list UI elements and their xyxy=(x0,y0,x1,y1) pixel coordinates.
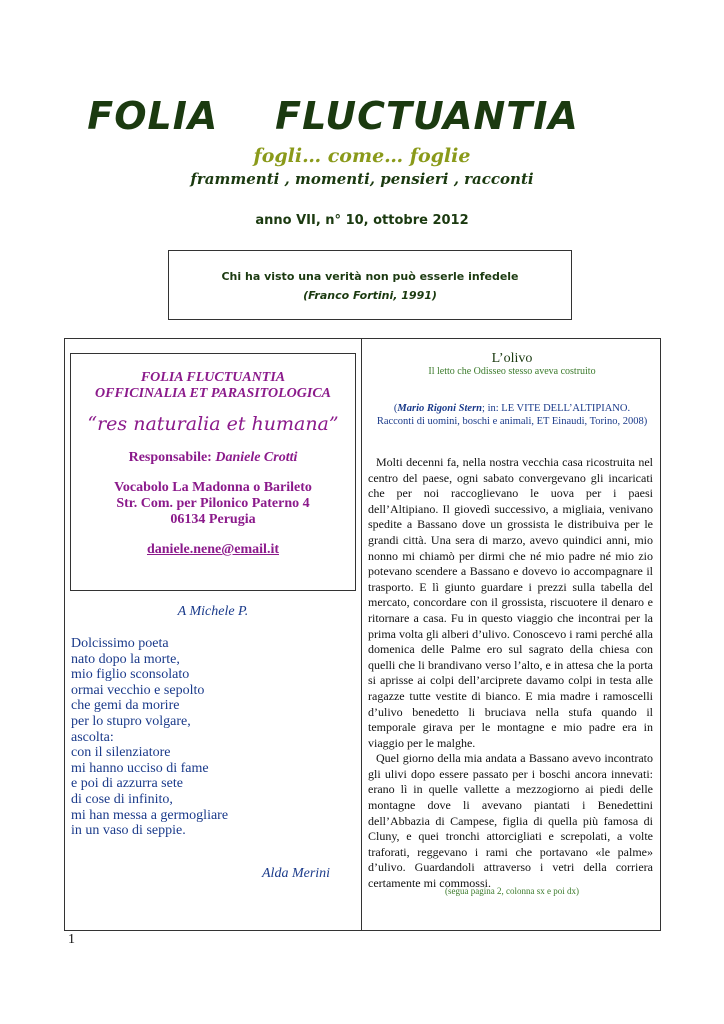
source-author: Mario Rigoni Stern xyxy=(397,403,483,414)
quote-box xyxy=(168,250,572,320)
newsletter-tagline: frammenti , momenti, pensieri , racconti xyxy=(190,170,534,188)
poem-line: mi han messa a germogliare xyxy=(71,807,229,823)
poem-dedication: A Michele P. xyxy=(177,604,249,619)
poem-line: mio figlio sconsolato xyxy=(71,667,190,683)
address-line-2: Str. Com. per Pilonico Paterno 4 xyxy=(116,496,310,511)
quote-text: Chi ha visto una verità non può esserle infedele xyxy=(221,270,519,283)
poem-line: di cose di infinito, xyxy=(71,791,173,807)
poem-line: che gemi da morire xyxy=(71,698,180,714)
article-source: (Mario Rigoni Stern; in: LE VITE DELL’ALTIPIANO. Racconti di uomini, boschi e animali, ET Einaudi, Torino, 2008) xyxy=(376,403,648,427)
responsible-label: Responsabile: xyxy=(128,450,212,465)
newsletter-title: FOLIA FLUCTUANTIA xyxy=(87,94,579,138)
article-body xyxy=(368,455,653,892)
contact-email-link[interactable]: daniele.nene@email.it xyxy=(146,542,279,557)
column-divider xyxy=(361,338,362,931)
address-line-1: Vocabolo La Madonna o Barileto xyxy=(114,480,312,495)
poem-line: con il silenziatore xyxy=(71,745,171,761)
masthead-title: FOLIA FLUCTUANTIA xyxy=(140,370,286,385)
masthead-motto: “res naturalia et humana” xyxy=(87,413,339,435)
poem-author: Alda Merini xyxy=(262,866,331,881)
article-title: L’olivo xyxy=(491,351,533,366)
quote-author: (Franco Fortini, 1991) xyxy=(303,289,437,302)
newsletter-subtitle: fogli… come… foglie xyxy=(253,145,471,167)
poem-line: nato dopo la morte, xyxy=(71,651,180,667)
poem-line: e poi di azzurra sete xyxy=(71,776,183,792)
poem-line: ormai vecchio e sepolto xyxy=(71,682,205,698)
page-number: 1 xyxy=(68,932,75,947)
article-paragraph: Quel giorno della mia andata a Bassano avevo incontrato gli ulivi dopo essere passato per i boschi ancora innevati: erano lì in quelle vallette a mezzogiorno ai piedi delle montagne dove li avevano piantati i Benedettini dell’Abbazia di Campese, figlia di quella più famosa di Cluny, e quei tronchi attorcigliati e screpolati, a volte traforati, reggevano i rami che portavano «le palme» d’ulivo. Guardandoli attraverso i vetri della corriera certamente mi commossi. xyxy=(368,751,653,891)
issue-line: anno VII, n° 10, ottobre 2012 xyxy=(255,213,469,228)
masthead-subtitle: OFFICINALIA ET PARASITOLOGICA xyxy=(95,386,331,401)
article-continuation: (segua pagina 2, colonna sx e poi dx) xyxy=(445,886,579,896)
poem-line: mi hanno ucciso di fame xyxy=(71,760,209,776)
poem-line: in un vaso di seppie. xyxy=(71,823,186,839)
masthead-responsible xyxy=(70,450,356,466)
responsible-name: Daniele Crotti xyxy=(215,450,298,465)
poem-line: per lo stupro volgare, xyxy=(71,713,191,729)
address-line-3: 06134 Perugia xyxy=(170,512,256,527)
article-subtitle: Il letto che Odisseo stesso aveva costruito xyxy=(428,366,596,377)
poem-line: Dolcissimo poeta xyxy=(71,636,169,651)
source-line-2: Racconti di uomini, boschi e animali, ET Einaudi, Torino, 2008) xyxy=(376,416,648,427)
article-paragraph: Molti decenni fa, nella nostra vecchia casa ricostruita nel centro del paese, ogni sabato convergevano gli incaricati che per noi raccoglievano le uova per i paesi dell’Altipiano. Il giovedì successivo, a migliaia, venivano spedite a Bassano dove un grossista le distribuiva per le grandi città. Una sera di marzo, avevo quindici anni, mio nonno mi chiamò per dirmi che né mio padre né mio zio potevano scendere a Bassano e dovevo io accompagnare il trasporto. E lì giunto guardare i prezzi sulla tabella del mercato, concordare con il grossista, riscuotere il denaro e ritornare a casa. Fu in questo viaggio che incontrai per la prima volta gli alberi d’ulivo. Conoscevo i rami perché alla domenica delle Palme ero sul sagrato della chiesa con quelli che li brandivano verso l’alto, e in attesa che la porta si aprisse ai colpi dell’arciprete davamo colpi in testa alle ragazze tutte vestite di bianco. E mia madre i ramoscelli d’ulivo benedetto li bruciava nella stufa quando il temporale girava per le montagne e mio padre era in viaggio per le malghe. xyxy=(368,455,653,750)
poem-line: ascolta: xyxy=(71,729,114,745)
poem-body xyxy=(71,636,228,839)
source-rest: ; in: LE VITE DELL’ALTIPIANO. xyxy=(482,403,631,414)
